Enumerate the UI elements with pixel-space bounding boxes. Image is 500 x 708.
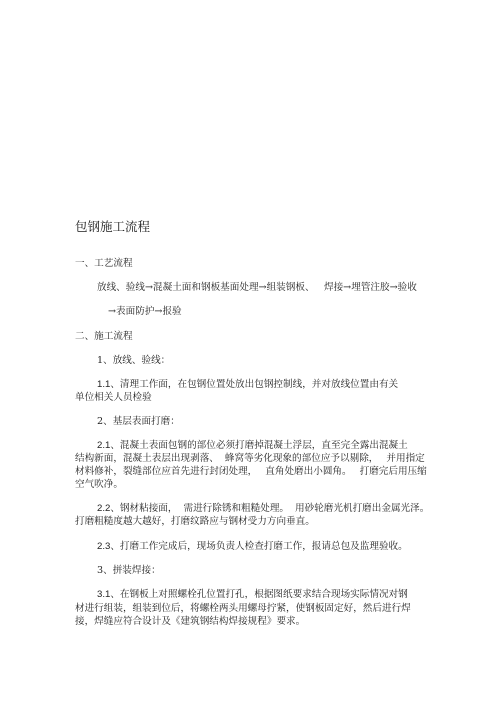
subsection-heading-1: 1、放线、验线： xyxy=(97,355,171,366)
paragraph-2-2-line-1 xyxy=(97,503,429,515)
text-span: 结构新面，混凝土表层出现剥落、 xyxy=(75,453,219,464)
paragraph-number: 2.1 xyxy=(97,440,111,451)
paragraph-3-1-line-2: 材进行组装，组装到位后，将螺栓两头用螺母拧紧，使钢板固定好，然后进行焊 xyxy=(75,603,411,614)
paragraph-2-1-line-2 xyxy=(75,453,425,465)
paragraph-2-3-line-1 xyxy=(97,541,408,553)
paragraph-3-1-line-3: 接，焊缝应符合设计及《建筑钢结构焊接规程》要求。 xyxy=(75,616,306,627)
subsection-heading-3: 3、拼装焊接： xyxy=(97,565,161,576)
text-span: 并用指定 xyxy=(386,453,425,464)
paragraph-1-1-line-2: 单位相关人员检验 xyxy=(75,392,152,403)
text-span: 、钢材粘接面， xyxy=(110,503,178,514)
paragraph-number: 2.2 xyxy=(97,503,111,514)
paragraph-2-2-line-2: 打磨粗糙度越大越好，打磨纹路应与钢材受力方向垂直。 xyxy=(75,516,315,527)
text-span: 材料修补，裂缝部位应首先进行封闭处理， xyxy=(75,466,258,477)
text-span: 打磨完后用压缩 xyxy=(359,466,427,477)
paragraph-number: 1.1 xyxy=(97,379,111,390)
paragraph-number: 2.3 xyxy=(97,541,111,552)
section-heading-construction: 二、施工流程 xyxy=(75,331,133,342)
text-span: 需进行除锈和粗糙处理。 xyxy=(183,503,290,514)
paragraph-2-1-line-1 xyxy=(97,440,408,452)
section-heading-process: 一、工艺流程 xyxy=(75,258,133,269)
paragraph-text: 、在钢板上对照螺栓孔位置打孔，根据图纸要求结合现场实际情况对钢 xyxy=(110,589,408,600)
paragraph-3-1-line-1 xyxy=(97,589,408,601)
flow-line-1a: 放线、验线→混凝土面和钢板基面处理→组装钢板、 xyxy=(97,282,315,293)
paragraph-1-1-line-1 xyxy=(97,379,398,391)
paragraph-2-1-line-3 xyxy=(75,466,427,478)
text-span: 直角处磨出小圆角。 xyxy=(265,466,352,477)
paragraph-text: 、清理工作面，在包钢位置处放出包钢控制线，并对放线位置由有关 xyxy=(110,379,399,390)
paragraph-text: 、打磨工作完成后，现场负责人检查打磨工作，报请总包及监理验收。 xyxy=(110,541,408,552)
text-span: 蜂窝等劣化现象的部位应予以剔除， xyxy=(224,453,379,464)
flow-line-1b: 焊接→埋管注胶→验收 xyxy=(324,282,417,293)
text-span: 用砂轮磨光机打磨出金属光泽。 xyxy=(295,503,430,514)
doc-title: 包钢施工流程 xyxy=(75,219,151,234)
subsection-heading-2: 2、基层表面打磨： xyxy=(97,416,180,427)
flow-line-2: →表面防护→报验 xyxy=(108,306,182,317)
paragraph-text: 、混凝土表面包钢的部位必须打磨掉混凝土浮层，直至完全露出混凝土 xyxy=(110,440,408,451)
paragraph-2-1-line-4: 空气吹净。 xyxy=(75,479,123,490)
paragraph-number: 3.1 xyxy=(97,589,111,600)
